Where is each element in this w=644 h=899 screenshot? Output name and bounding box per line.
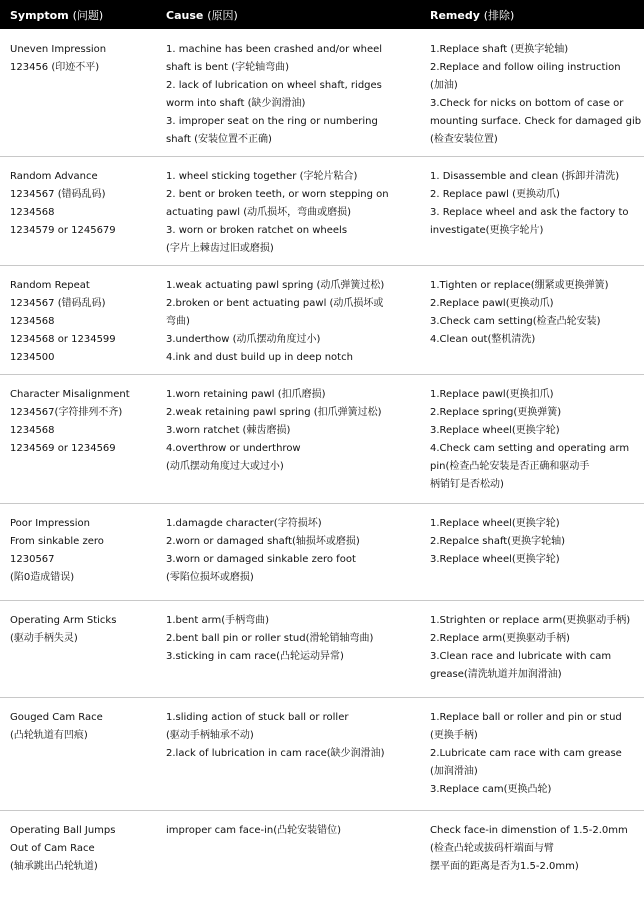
cause-cell [166,168,422,258]
remedy-cell [430,277,642,349]
remedy-line: 1.Replace pawl(更换扣爪) [430,389,554,400]
remedy-line: investigate(更换字轮片) [430,225,544,236]
remedy-line: 2.Replace pawl(更换动爪) [430,298,554,309]
cause-line: 弯曲) [166,316,190,327]
row-divider [0,810,644,811]
remedy-line: (更换手柄) [430,730,478,741]
remedy-line: 2. Replace pawl (更换动爪) [430,189,560,200]
remedy-line: 3.Check cam setting(检查凸轮安装) [430,316,601,327]
cause-line: 1.worn retaining pawl (扣爪磨损) [166,389,326,400]
remedy-line: 1.Tighten or replace(绷紧或更换弹簧) [430,280,609,291]
remedy-line: 2.Lubricate cam race with cam grease [430,748,622,759]
cause-cell [166,515,422,587]
symptom-line: 1234568 [10,425,55,436]
remedy-line: 3.Replace wheel(更换字轮) [430,425,560,436]
remedy-line: 1. Disassemble and clean (拆卸并清洗) [430,171,620,182]
cause-line: 4.overthrow or underthrow [166,443,301,454]
remedy-line: (检查安装位置) [430,134,498,145]
cause-cell [166,709,422,763]
symptom-line: (凸轮轨道有凹痕) [10,730,88,741]
symptom-line: 1234567(字符排列不齐) [10,407,123,418]
symptom-line: 1234568 [10,207,55,218]
symptom-cell [10,612,160,648]
symptom-cell [10,41,160,77]
symptom-cell [10,277,160,367]
cause-line: 1. machine has been crashed and/or wheel [166,44,383,55]
remedy-cell [430,41,642,149]
header-remedy-zh: (排除) [483,9,515,22]
symptom-cell [10,709,160,745]
row-divider [0,697,644,698]
header-remedy-label: Remedy [430,9,480,22]
cause-line: 3. improper seat on the ring or numbering [166,116,378,127]
cause-line: shaft is bent (字轮轴弯曲) [166,62,290,73]
remedy-line: 1.Replace wheel(更换字轮) [430,518,560,529]
cause-line: shaft (安装位置不正确) [166,134,272,145]
cause-line: 2.worn or damaged shaft(轴损坏或磨损) [166,536,360,547]
row-divider [0,265,644,266]
symptom-line: 1234567 (错码乱码) [10,298,106,309]
symptom-line: Character Misalignment [10,389,130,400]
remedy-line: (加润滑油) [430,766,478,777]
remedy-line: 1.Strighten or replace arm(更换驱动手柄) [430,615,631,626]
cause-line: 1.weak actuating pawl spring (动爪弹簧过松) [166,280,385,291]
remedy-line: 3. Replace wheel and ask the factory to [430,207,629,218]
remedy-cell [430,822,642,876]
cause-line: 1.bent arm(手柄弯曲) [166,615,270,626]
row-divider [0,374,644,375]
header-cause-zh: (原因) [207,9,238,22]
remedy-line: 2.Repalce shaft(更换字轮轴) [430,536,566,547]
remedy-line: 4.Check cam setting and operating arm [430,443,630,454]
remedy-line: mounting surface. Check for damaged gib [430,116,642,127]
symptom-line: 1234568 or 1234599 [10,334,116,345]
symptom-line: Uneven Impression [10,44,107,55]
symptom-line: Random Advance [10,171,98,182]
symptom-line: 1234569 or 1234569 [10,443,116,454]
remedy-line: 4.Clean out(整机清洗) [430,334,536,345]
symptom-line: (轴承跳出凸轮轨道) [10,861,98,872]
symptom-line: Operating Arm Sticks [10,615,117,626]
cause-line: (零陷位损坏或磨损) [166,572,254,583]
symptom-line: From sinkable zero [10,536,104,547]
cause-line: 2. lack of lubrication on wheel shaft, ridges [166,80,382,91]
symptom-cell [10,515,160,587]
remedy-cell [430,709,642,799]
remedy-cell [430,612,642,684]
symptom-line: 1230567 [10,554,55,565]
table-header [0,0,644,29]
remedy-line: 1.Replace ball or roller and pin or stud [430,712,622,723]
remedy-line: (检查凸轮或拔码杆端面与臂 [430,843,554,854]
cause-cell [166,41,422,149]
symptom-line: 1234500 [10,352,55,363]
cause-cell [166,277,422,367]
cause-line: 2.bent ball pin or roller stud(滑轮销轴弯曲) [166,633,374,644]
cause-line: 4.ink and dust build up in deep notch [166,352,353,363]
symptom-line: Gouged Cam Race [10,712,103,723]
cause-line: 1.sliding action of stuck ball or roller [166,712,349,723]
symptom-line: 123456 (印迹不平) [10,62,100,73]
remedy-line: 2.Replace spring(更换弹簧) [430,407,562,418]
remedy-line: grease(清洗轨道并加润滑油) [430,669,562,680]
symptom-line: 1234567 (错码乱码) [10,189,106,200]
cause-line: (动爪摆动角度过大或过小) [166,461,284,472]
cause-line: (驱动手柄轴承不动) [166,730,254,741]
remedy-line: (加油) [430,80,458,91]
cause-line: worm into shaft (缺少润滑油) [166,98,306,109]
cause-line: 2.lack of lubrication in cam race(缺少润滑油) [166,748,385,759]
cause-line: improper cam face-in(凸轮安装错位) [166,825,342,836]
remedy-cell [430,386,642,494]
cause-line: 3.worn ratchet (棘齿磨损) [166,425,291,436]
symptom-line: 1234579 or 1245679 [10,225,116,236]
header-symptom-zh: (问题) [72,9,104,22]
symptom-line: (陷0造成错误) [10,572,75,583]
row-divider [0,600,644,601]
remedy-line: 3.Replace wheel(更换字轮) [430,554,560,565]
remedy-line: 柄销钉是否松动) [430,479,504,490]
remedy-line: 1.Replace shaft (更换字轮轴) [430,44,569,55]
symptom-line: Out of Cam Race [10,843,95,854]
remedy-line: pin(检查凸轮安装是否正确和驱动手 [430,461,590,472]
cause-line: 1.damagde character(字符损坏) [166,518,322,529]
cause-line: 2.weak retaining pawl spring (扣爪弹簧过松) [166,407,382,418]
remedy-line: 3.Replace cam(更换凸轮) [430,784,552,795]
remedy-line: Check face-in dimenstion of 1.5-2.0mm [430,825,628,836]
header-symptom-label: Symptom [10,9,69,22]
remedy-cell [430,515,642,569]
cause-line: 3.worn or damaged sinkable zero foot [166,554,356,565]
cause-line: 2.broken or bent actuating pawl (动爪损坏或 [166,298,384,309]
header-remedy [430,7,514,23]
symptom-line: Random Repeat [10,280,90,291]
remedy-line: 2.Replace arm(更换驱动手柄) [430,633,570,644]
row-divider [0,156,644,157]
cause-line: actuating pawl (动爪损坏，弯曲或磨损) [166,207,351,218]
cause-cell [166,612,422,666]
symptom-cell [10,822,160,876]
remedy-line: 2.Replace and follow oiling instruction [430,62,621,73]
symptom-line: Operating Ball Jumps [10,825,116,836]
cause-cell [166,822,422,840]
cause-line: 3.sticking in cam race(凸轮运动异常) [166,651,344,662]
remedy-cell [430,168,642,240]
header-cause [166,7,238,23]
symptom-line: 1234568 [10,316,55,327]
remedy-line: 摆平面的距离是否为1.5-2.0mm) [430,861,579,872]
cause-cell [166,386,422,476]
header-cause-label: Cause [166,9,204,22]
remedy-line: 3.Clean race and lubricate with cam [430,651,612,662]
header-symptom [10,7,103,23]
cause-line: 3.underthow (动爪摆动角度过小) [166,334,321,345]
cause-line: 3. worn or broken ratchet on wheels [166,225,348,236]
cause-line: (字片上棘齿过旧或磨损) [166,243,274,254]
remedy-line: 3.Check for nicks on bottom of case or [430,98,624,109]
cause-line: 2. bent or broken teeth, or worn stepping on [166,189,389,200]
symptom-line: Poor Impression [10,518,90,529]
symptom-cell [10,386,160,458]
cause-line: 1. wheel sticking together (字轮片粘合) [166,171,358,182]
symptom-cell [10,168,160,240]
row-divider [0,503,644,504]
symptom-line: (驱动手柄失灵) [10,633,78,644]
